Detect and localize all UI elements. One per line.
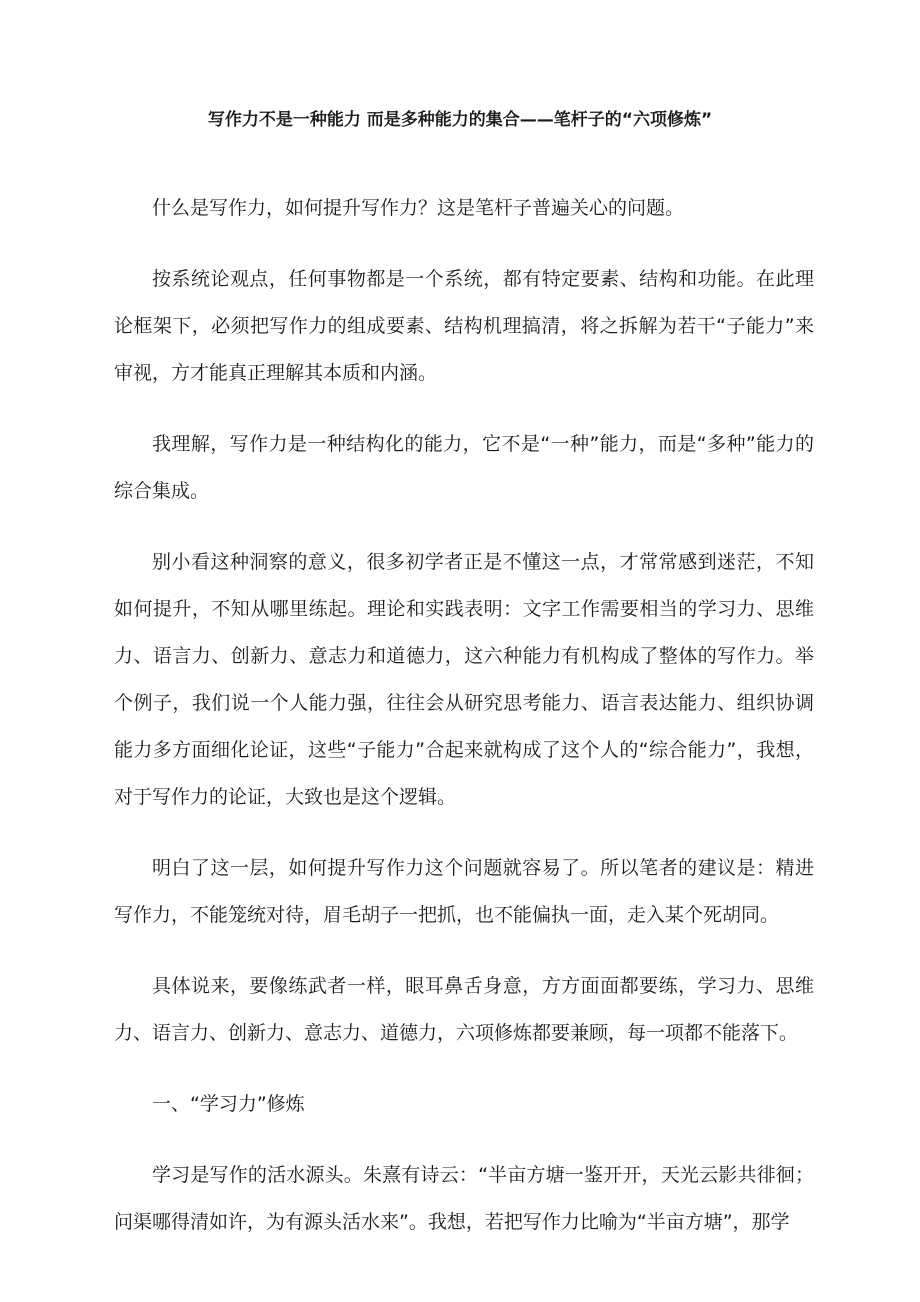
paragraph-intro-question: 什么是写作力，如何提升写作力？这是笔杆子普遍关心的问题。: [152, 197, 685, 219]
paragraph-systems-view: 按系统论观点，任何事物都是一个系统，都有特定要素、结构和功能。在此理论框架下，必须把写作力的组成要素、结构机理搞清，将之拆解为若干“子能力”来审视，方才能真正理解其本质和内涵。: [114, 268, 814, 384]
paragraph-structured-ability: 我理解，写作力是一种结构化的能力，它不是“一种”能力，而是“多种”能力的综合集成。: [114, 433, 814, 502]
paragraph-insight-significance: 别小看这种洞察的意义，很多初学者正是不懂这一点，才常常感到迷茫，不知如何提升，不知从哪里练起。理论和实践表明：文字工作需要相当的学习力、思维力、语言力、创新力、意志力和道德力，这六种能力有机构成了整体的写作力。举个例子，我们说一个人能力强，往往会从研究思考能力、语言表达能力、组织协调能力多方面细化论证，这些“子能力”合起来就构成了这个人的“综合能力”，我想，对于写作力的论证，大致也是这个逻辑。: [114, 551, 814, 808]
paragraph-learning-source: 学习是写作的活水源头。朱熹有诗云：“半亩方塘一鉴开开，天光云影共徘徊；问渠哪得清如许，为有源头活水来”。我想，若把写作力比喻为“半亩方塘”，那学: [114, 1164, 814, 1233]
document-body: [114, 185, 814, 1270]
paragraph-advice: 明白了这一层，如何提升写作力这个问题就容易了。所以笔者的建议是：精进写作力，不能笼统对待，眉毛胡子一把抓，也不能偏执一面，走入某个死胡同。: [114, 857, 814, 926]
document-title: 写作力不是一种能力 而是多种能力的集合——笔杆子的“六项修炼”: [207, 110, 713, 130]
section-heading-learning: 一、“学习力”修炼: [152, 1093, 305, 1115]
paragraph-six-practices: 具体说来，要像练武者一样，眼耳鼻舌身意，方方面面都要练，学习力、思维力、语言力、创新力、意志力、道德力，六项修炼都要兼顾，每一项都不能落下。: [114, 975, 814, 1044]
